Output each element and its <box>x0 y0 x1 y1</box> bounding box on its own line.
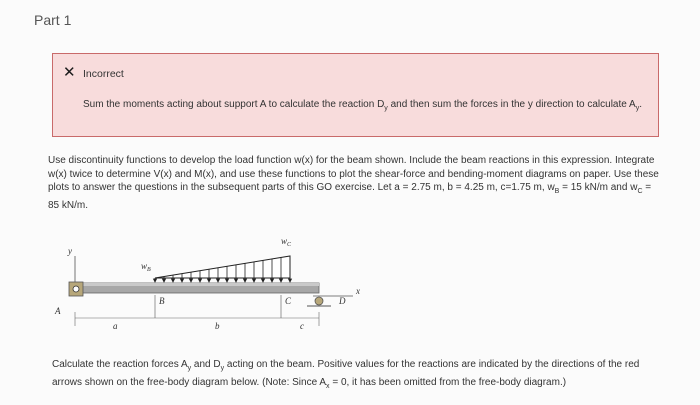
support-D-roller <box>315 297 323 305</box>
load-arrow-head <box>199 279 202 282</box>
problem-statement: Use discontinuity functions to develop the load function w(x) for the beam shown. Include the beam reactions in this expression. Integrate w(x) twice to determine V(x) and M(x), and use these functions to plot the shear-force and bending-moment diagrams on paper. Use these plots to answer the questions in the subsequent parts of this GO exercise. Let a = 2.75 m, b = 4.25 m, c=1.75 m, $w_B = 15$ kN/m and $w_C = 85$ kN/m. <box>48 155 659 211</box>
x-axis-label: x <box>356 286 360 296</box>
load-arrow-head <box>271 279 274 282</box>
load-arrow-head <box>244 279 247 282</box>
dim-b: b <box>215 321 220 331</box>
y-axis-label: y <box>68 246 72 256</box>
load-arrow-head <box>280 279 283 282</box>
wB-label: $w_B$ <box>141 261 151 273</box>
load-arrow-head <box>253 279 256 282</box>
load-arrow-head <box>226 279 229 282</box>
label-B: B <box>159 296 165 306</box>
support-A-pin <box>73 286 79 292</box>
wC-label: $w_C$ <box>281 236 292 248</box>
label-C: C <box>285 296 292 306</box>
load-arrow-head <box>208 279 211 282</box>
feedback-hint: Sum the moments acting about support A to calculate the reaction $D_y$ and then sum the forces in the y direction to calculate $A_y$. <box>83 99 642 112</box>
beam-highlight <box>73 283 319 286</box>
load-arrow-head <box>262 279 265 282</box>
load-arrow-head <box>181 279 184 282</box>
dim-c: c <box>300 321 304 331</box>
question-text: Calculate the reaction forces $A_y$ and $D_y$ acting on the beam. Positive values for the reactions are indicated by the directions of the red arrows shown on the free-body diagram below. (Note: Since $A_x = 0$, it has been omitted from the free-body diagram.) <box>52 359 640 390</box>
feedback-status: Incorrect <box>83 68 124 80</box>
load-arrow-head <box>172 279 175 282</box>
load-arrow-head <box>235 279 238 282</box>
feedback-box <box>52 53 659 137</box>
incorrect-x-icon: ✕ <box>63 64 76 81</box>
load-arrow-head <box>163 279 166 282</box>
dim-a: a <box>113 321 118 331</box>
load-arrow-head <box>217 279 220 282</box>
label-D: D <box>339 296 346 306</box>
label-A: A <box>55 306 61 316</box>
beam-diagram <box>55 232 360 347</box>
load-arrow-head <box>190 279 193 282</box>
part-title: Part 1 <box>34 12 72 28</box>
distributed-load <box>155 256 290 278</box>
load-arrow-head <box>154 279 157 282</box>
load-arrow-head <box>289 279 292 282</box>
